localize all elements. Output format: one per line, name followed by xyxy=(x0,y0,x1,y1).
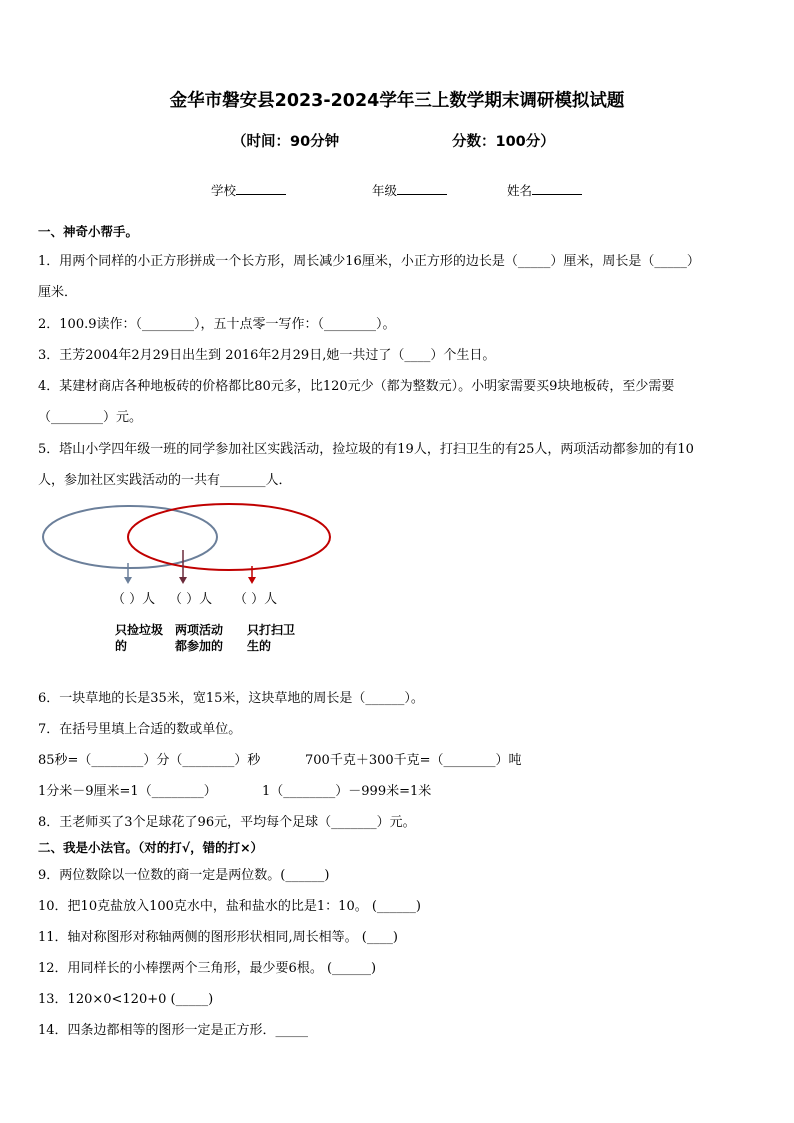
question-10: 10．把10克盐放入100克水中，盐和盐水的比是1：10。 (______) xyxy=(38,899,421,914)
question-7d: 1（________）－999米=1米 xyxy=(262,784,432,799)
question-7c: 1分米－9厘米=1（________） xyxy=(38,784,217,799)
page-title: 金华市磐安县2023-2024学年三上数学期末调研模拟试题 xyxy=(169,91,625,111)
left-ellipse xyxy=(43,506,217,568)
school-blank[interactable] xyxy=(236,181,286,195)
venn-diagram xyxy=(38,500,338,595)
question-7b: 700千克＋300千克=（________）吨 xyxy=(305,753,522,768)
question-5: 5．塔山小学四年级一班的同学参加社区实践活动，捡垃圾的有19人，打扫卫生的有25人，两项活动都参加的有10 xyxy=(38,442,694,457)
venn-label-left: 只捡垃圾的 xyxy=(115,623,164,653)
venn-blank-left[interactable]: （ ）人 xyxy=(112,592,156,607)
question-4-cont: （________）元。 xyxy=(38,410,143,425)
question-8: 8．王老师买了3个足球花了96元，平均每个足球（_______）元。 xyxy=(38,815,416,830)
exam-score: 分数：100分） xyxy=(452,134,555,150)
question-1: 1．用两个同样的小正方形拼成一个长方形，周长减少16厘米，小正方形的边长是（_____）厘米，周长是（_____） xyxy=(38,254,700,269)
question-11: 11．轴对称图形对称轴两侧的图形形状相同,周长相等。 (____) xyxy=(38,930,398,945)
section-2-heading: 二、我是小法官。（对的打√，错的打×） xyxy=(38,840,264,855)
question-3: 3．王芳2004年2月29日出生到 2016年2月29日,她一共过了（____）个生日。 xyxy=(38,348,496,363)
name-label: 姓名 xyxy=(507,183,533,198)
school-label: 学校 xyxy=(211,183,237,198)
grade-blank[interactable] xyxy=(397,181,447,195)
question-12: 12．用同样长的小棒摆两个三角形，最少要6根。 (______) xyxy=(38,961,377,976)
question-1-cont: 厘米． xyxy=(38,285,78,300)
question-13: 13．120×0<120+0 (_____) xyxy=(38,992,214,1007)
arrow-left xyxy=(124,563,132,584)
question-6: 6．一块草地的长是35米，宽15米，这块草地的周长是（______）。 xyxy=(38,691,424,706)
exam-time: （时间：90分钟 xyxy=(232,134,340,150)
question-5-cont: 人，参加社区实践活动的一共有_______人． xyxy=(38,473,292,488)
question-4: 4．某建材商店各种地板砖的价格都比80元多，比120元少（都为整数元）。小明家需要买9块地板砖，至少需要 xyxy=(38,379,675,394)
grade-field xyxy=(372,181,447,199)
venn-label-right: 只打扫卫生的 xyxy=(247,623,296,653)
school-field xyxy=(211,181,286,199)
question-9: 9．两位数除以一位数的商一定是两位数。(______) xyxy=(38,868,330,883)
name-field xyxy=(507,181,582,199)
right-ellipse xyxy=(128,504,330,570)
question-14: 14．四条边都相等的图形一定是正方形．_____ xyxy=(38,1023,309,1038)
venn-blank-middle[interactable]: （ ）人 xyxy=(169,592,213,607)
name-blank[interactable] xyxy=(532,181,582,195)
venn-blank-right[interactable]: （ ）人 xyxy=(234,592,278,607)
question-7a: 85秒=（________）分（________）秒 xyxy=(38,753,261,768)
question-2: 2．100.9读作：（________），五十点零一写作：（________）。 xyxy=(38,317,396,332)
grade-label: 年级 xyxy=(372,183,398,198)
section-1-heading: 一、神奇小帮手。 xyxy=(38,224,139,239)
question-7: 7．在括号里填上合适的数或单位。 xyxy=(38,722,242,737)
venn-label-middle: 两项活动都参加的 xyxy=(175,623,224,653)
